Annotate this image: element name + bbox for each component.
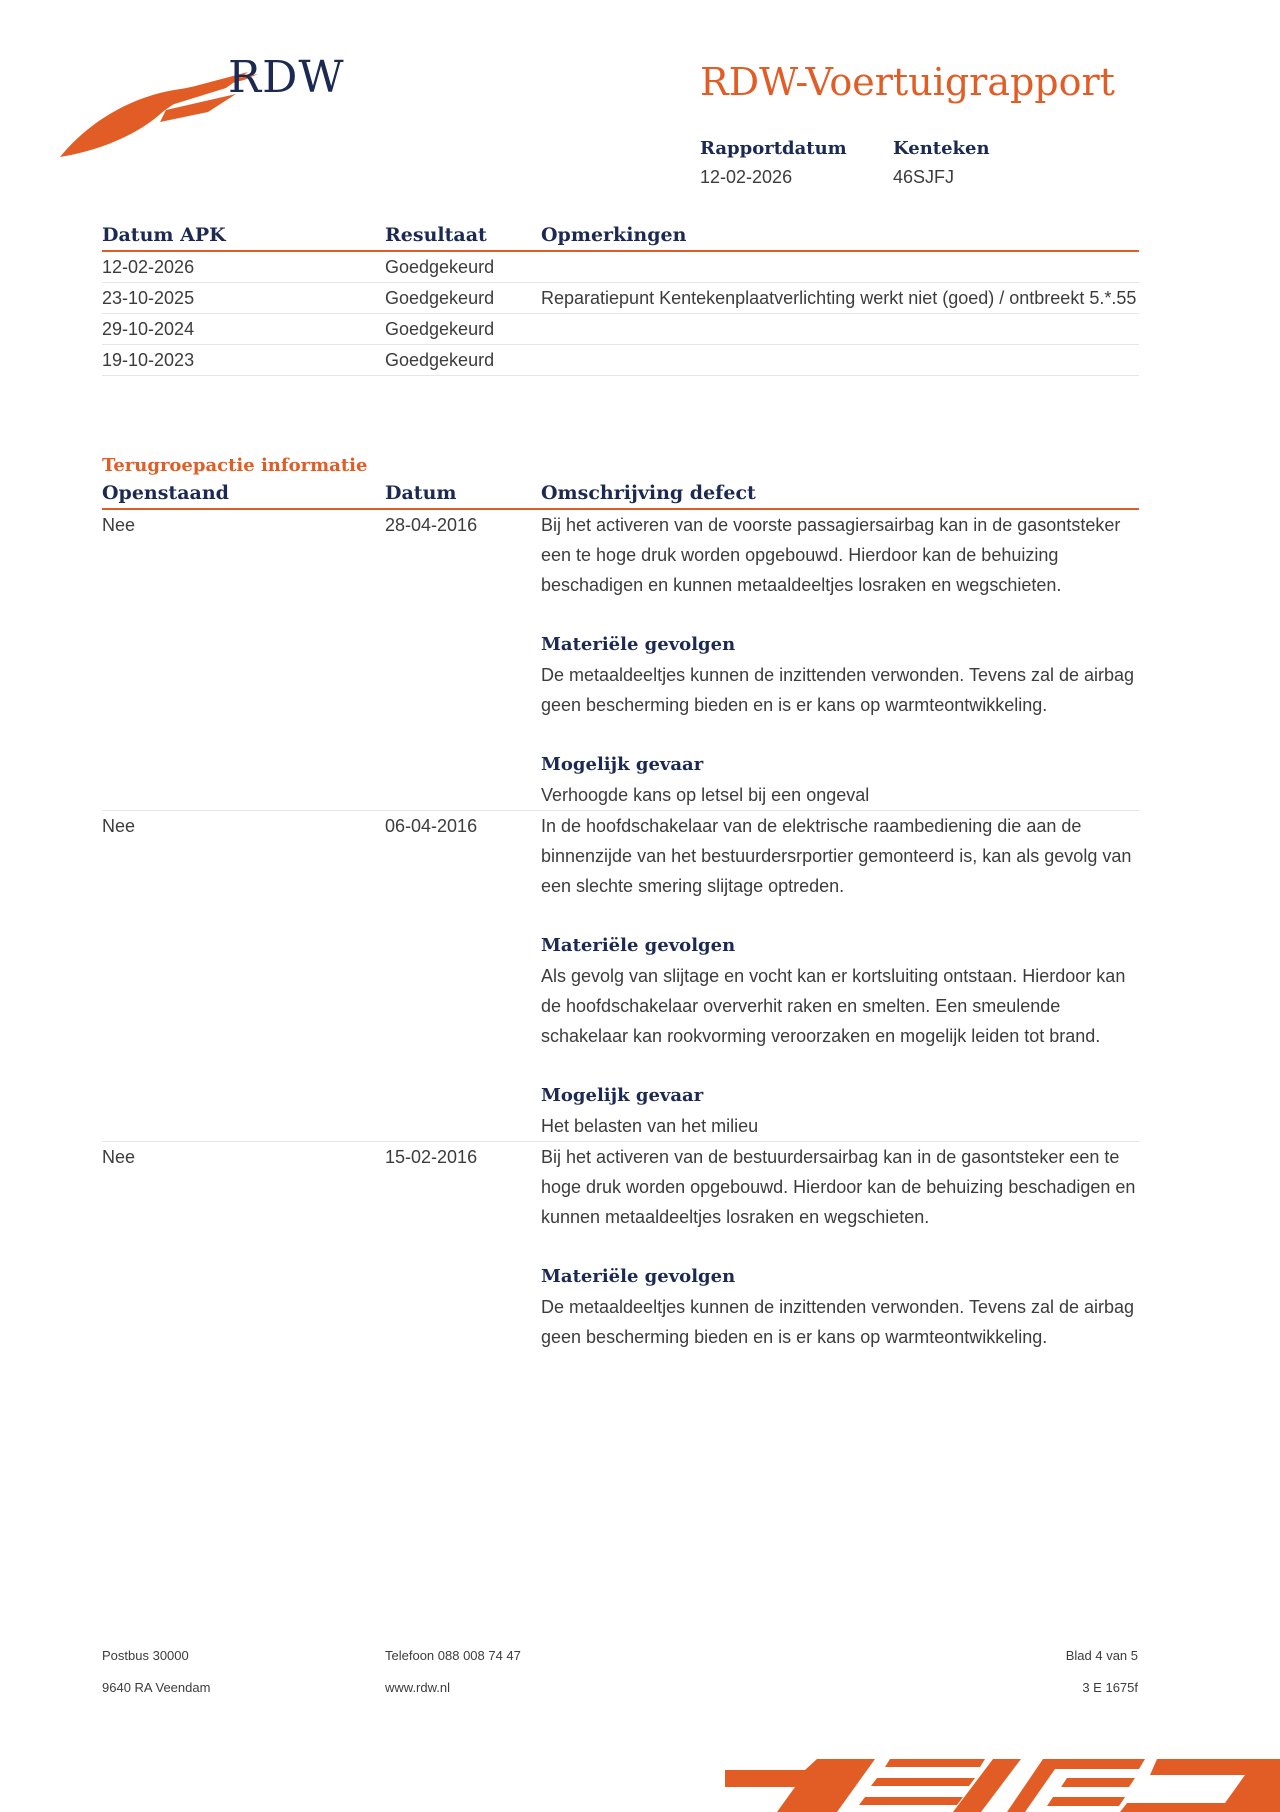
apk-date: 19-10-2023 (102, 345, 385, 376)
consequences-heading: Materiële gevolgen (541, 935, 736, 956)
footer-page-number: Blad 4 van 5 (1065, 1648, 1138, 1663)
decorative-stripes (725, 1745, 1280, 1812)
consequences-heading: Materiële gevolgen (541, 1266, 736, 1287)
recall-col-date: Datum (385, 482, 541, 509)
recall-description: Bij het activeren van de voorste passagiersairbag kan in de gasontsteker een te hoge druk worden opgebouwd. Hierdoor kan de behuizing beschadigen en kunnen metaaldeeltjes losraken en wegschieten. (541, 515, 1121, 595)
report-date-label: Rapportdatum (700, 138, 847, 159)
danger-heading: Mogelijk gevaar (541, 1085, 704, 1106)
recall-row (102, 509, 1139, 811)
apk-result: Goedgekeurd (385, 314, 541, 345)
apk-date: 12-02-2026 (102, 251, 385, 283)
footer-city: 9640 RA Veendam (102, 1680, 211, 1695)
report-date-block (700, 138, 847, 188)
plate-block (893, 138, 990, 188)
recall-details (541, 1142, 1139, 1353)
recall-description: In de hoofdschakelaar van de elektrische raambediening die aan de binnenzijde van het bestuurdersrportier gemonteerd is, kan als gevolg van een slechte smering slijtage optreden. (541, 816, 1132, 896)
apk-header-row (102, 224, 1139, 251)
footer-address (102, 1640, 210, 1704)
recall-row (102, 811, 1139, 1142)
recall-date: 28-04-2016 (385, 509, 541, 811)
footer-phone: Telefoon 088 008 74 47 (385, 1648, 521, 1663)
recall-col-open: Openstaand (102, 482, 385, 509)
footer-contact (385, 1640, 521, 1704)
apk-row (102, 314, 1139, 345)
recall-section-title: Terugroepactie informatie (102, 455, 368, 476)
apk-row (102, 283, 1139, 314)
footer-website[interactable]: www.rdw.nl (385, 1680, 451, 1695)
recall-open: Nee (102, 1147, 136, 1167)
consequences-text: Als gevolg van slijtage en vocht kan er kortsluiting ontstaan. Hierdoor kan de hoofdschakelaar oververhit raken en smelten. Een smeulende schakelaar kan rookvorming veroorzaken en mogelijk leiden tot brand. (541, 966, 1126, 1046)
apk-result: Goedgekeurd (385, 283, 541, 314)
recall-open: Nee (102, 811, 385, 1142)
apk-col-date: Datum APK (102, 224, 385, 251)
recall-details (541, 811, 1139, 1142)
footer-page-info (1000, 1640, 1138, 1704)
recall-col-description: Omschrijving defect (541, 482, 1139, 509)
recall-details (541, 509, 1139, 811)
recall-date: 06-04-2016 (385, 811, 541, 1142)
footer-doc-code: 3 E 1675f (1082, 1680, 1138, 1695)
recall-open: Nee (102, 509, 385, 811)
plate-label: Kenteken (893, 138, 990, 159)
recall-row (102, 1142, 1139, 1353)
apk-remark (541, 345, 1139, 376)
danger-text: Verhoogde kans op letsel bij een ongeval (541, 785, 870, 805)
footer-postbus: Postbus 30000 (102, 1648, 189, 1663)
apk-row (102, 251, 1139, 283)
recall-table (102, 482, 1139, 1352)
report-date-value: 12-02-2026 (700, 167, 793, 187)
brand-name: RDW (228, 52, 345, 103)
consequences-text: De metaaldeeltjes kunnen de inzittenden verwonden. Tevens zal de airbag geen bescherming bieden en is er kans op warmteontwikkeling. (541, 665, 1135, 715)
consequences-heading: Materiële gevolgen (541, 634, 736, 655)
plate-value: 46SJFJ (893, 167, 955, 187)
apk-result: Goedgekeurd (385, 345, 541, 376)
apk-remark (541, 251, 1139, 283)
recall-date: 15-02-2016 (385, 1147, 478, 1167)
apk-col-result: Resultaat (385, 224, 541, 251)
apk-table (102, 224, 1139, 376)
recall-header-row (102, 482, 1139, 509)
report-title: RDW-Voertuigrapport (700, 60, 1115, 104)
apk-row (102, 345, 1139, 376)
apk-remark: Reparatiepunt Kentekenplaatverlichting werkt niet (goed) / ontbreekt 5.*.55 (541, 283, 1139, 314)
apk-date: 23-10-2025 (102, 283, 385, 314)
consequences-text: De metaaldeeltjes kunnen de inzittenden verwonden. Tevens zal de airbag geen bescherming bieden en is er kans op warmteontwikkeling. (541, 1297, 1135, 1347)
apk-result: Goedgekeurd (385, 251, 541, 283)
apk-date: 29-10-2024 (102, 314, 385, 345)
danger-heading: Mogelijk gevaar (541, 754, 704, 775)
danger-text: Het belasten van het milieu (541, 1116, 759, 1136)
apk-col-remarks: Opmerkingen (541, 224, 1139, 251)
recall-description: Bij het activeren van de bestuurdersairbag kan in de gasontsteker een te hoge druk worden opgebouwd. Hierdoor kan de behuizing beschadigen en kunnen metaaldeeltjes losraken en wegschieten. (541, 1147, 1136, 1227)
apk-remark (541, 314, 1139, 345)
